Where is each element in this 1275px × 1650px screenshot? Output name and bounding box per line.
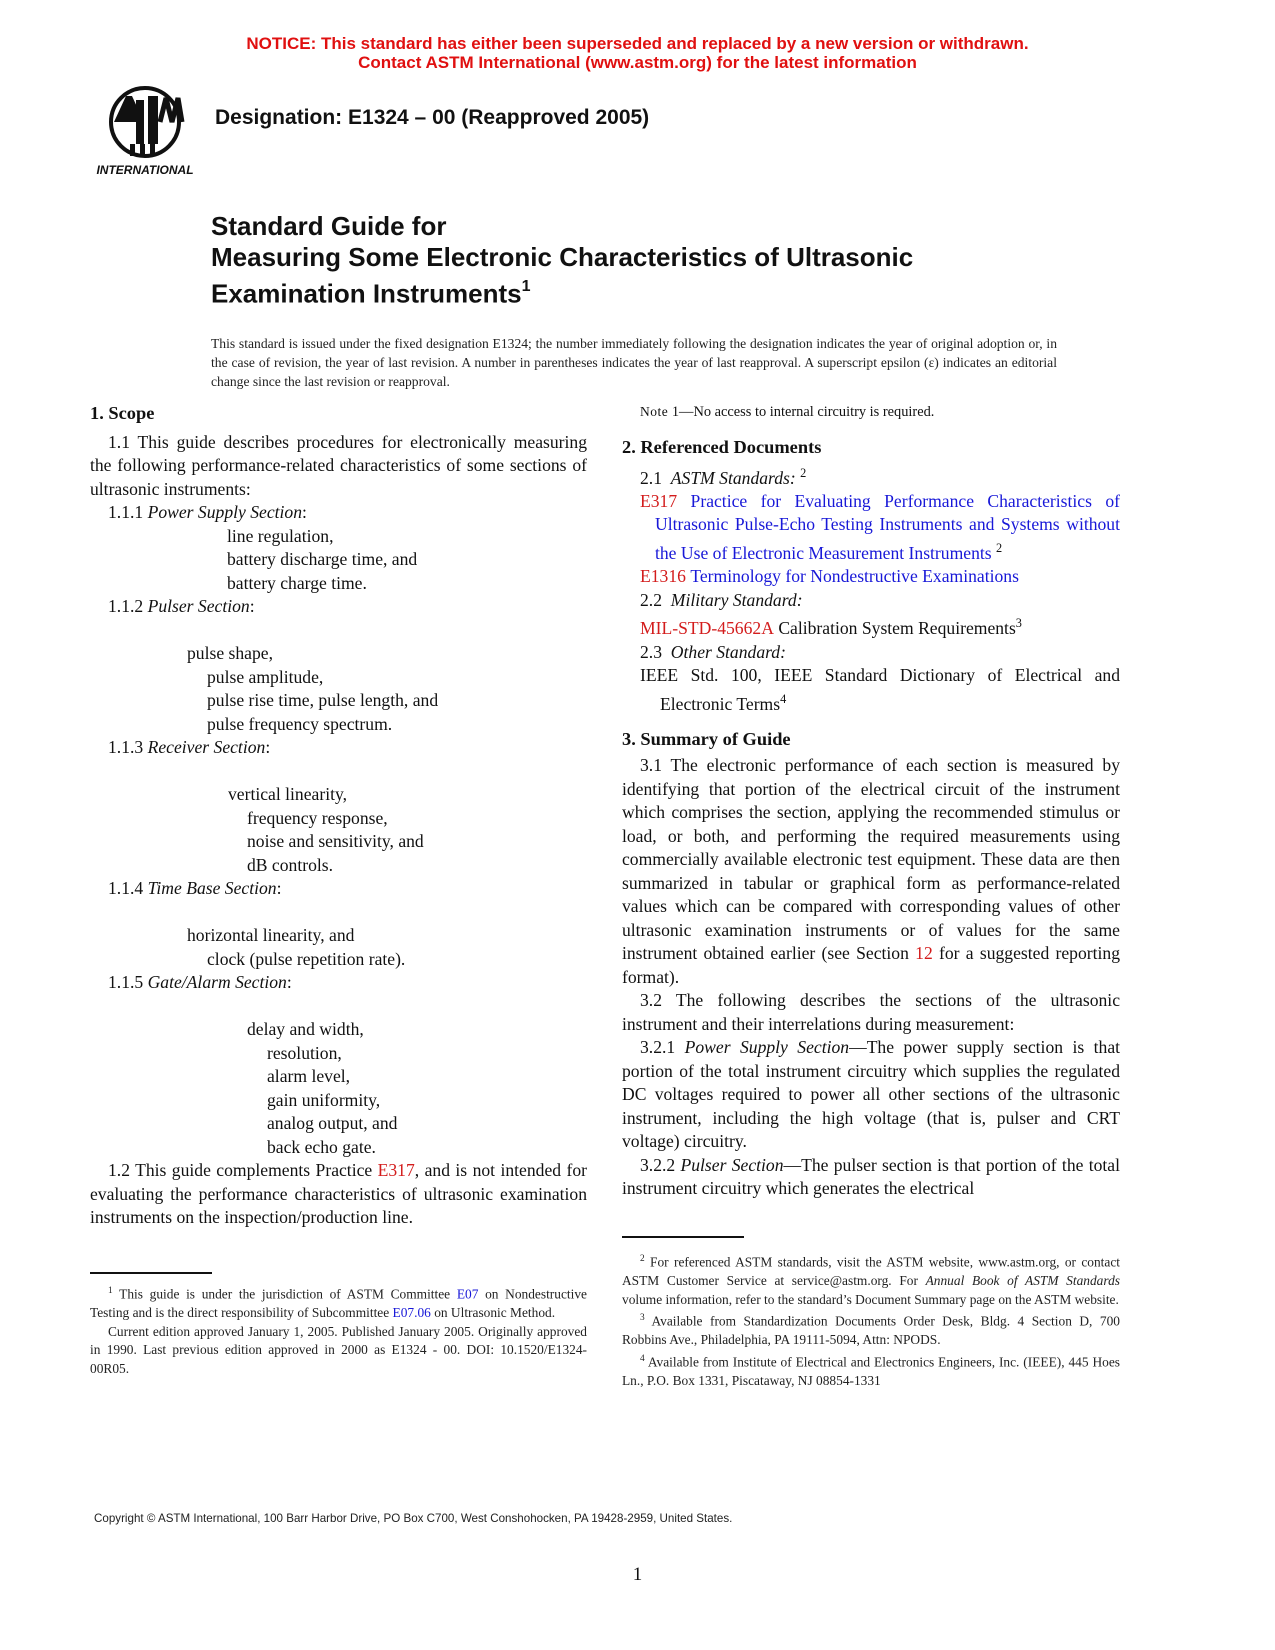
astm-logo-icon [92,86,198,180]
footnote-4 [622,1350,1120,1391]
left-column [90,402,587,1230]
s22-title: Military Standard: [670,589,803,610]
s111-item: line regulation, [227,525,334,546]
designation: Designation: E1324 – 00 (Reapproved 2005) [215,106,650,129]
note-1 [622,402,1120,422]
s113-title: Receiver Section [147,737,266,757]
mil-ref-link[interactable]: MIL-STD-45662A [640,618,774,639]
title-line-3-text: Examination Instruments [211,278,522,309]
s111-item: battery charge time. [227,572,367,593]
title-footnote-mark: 1 [521,278,531,295]
para-1-2 [90,1159,587,1230]
footnotes-left [90,1282,587,1378]
s114-colon: : [276,878,282,898]
section-1-1-3 [90,736,587,760]
s112-item: pulse amplitude, [207,666,324,687]
p322-text: —The pulser section is that portion of the total instrument circuitry which generates the electrical [622,1154,1120,1199]
fn1-text-b: on Nondestructive Testing and is the direct responsibility of Subcommittee [90,1286,587,1321]
footnotes-right [622,1250,1120,1391]
s115-item: analog output, and [267,1113,398,1133]
right-column [622,402,1120,1201]
fn1-text-c: on Ultrasonic Method. [430,1305,556,1321]
s112-item: pulse shape, [187,643,273,663]
scope-heading: 1. Scope [90,403,155,423]
title-line-3 [211,273,913,310]
spacer [90,619,587,643]
fn1-text-a: This guide is under the jurisdiction of ASTM Committee [112,1286,457,1302]
s113-colon: : [265,737,271,757]
para-1-1: 1.1 This guide describes procedures for electronically measuring the following performance-related characteristics of some sections of ultrasonic instruments: [90,431,587,499]
s21-title: ASTM Standards: [670,467,796,488]
astm-logo [92,86,198,180]
e317-link[interactable]: E317 [377,1160,415,1180]
note-label: Note [640,404,669,419]
refdocs-heading: 2. Referenced Documents [622,437,822,457]
section-1-1-4 [90,877,587,901]
s23-num: 2.3 [640,641,662,662]
s113-item: vertical linearity, [228,784,348,804]
section-12-link[interactable]: 12 [915,943,933,964]
p322-title: Pulser Section [680,1154,784,1175]
s114-num: 1.1.4 [108,878,144,898]
spacer [90,901,587,925]
document-title [211,211,913,310]
p31-text-b: for a suggested reporting format). [622,943,1120,987]
s21-num: 2.1 [640,467,662,488]
footnote-1-edition: Current edition approved January 1, 2005. Published January 2005. Originally approved in 1990. Last previous edition approved in 2000 as E1324 - 00. DOI: 10.1520/E1324-00R05. [90,1323,587,1376]
s112-item: pulse frequency spectrum. [207,713,393,734]
fn2-text-b: volume information, refer to the standard’s Document Summary page on the ASTM website. [622,1291,1119,1307]
e07-06-link[interactable]: E07.06 [392,1305,431,1321]
fn3-mark: 3 [640,1313,645,1324]
copyright: Copyright © ASTM International, 100 Barr Harbor Drive, PO Box C700, West Conshohocken, PA 19428-2959, United States. [94,1512,733,1525]
s115-title: Gate/Alarm Section [147,972,287,992]
s115-item: delay and width, [247,1019,364,1039]
p31-text-a: 3.1 The electronic performance of each section is measured by identifying that portion of the electrical circuit of the instrument which comprises the section, applying the recommended stimulus or load, or both, and performing the required measurements using commercially available electronic test equipment. These data are then summarized in tabular or graphical form as performance-related values which can be compared with corresponding values of other ultrasonic examination instruments or of values for the same instrument obtained earlier (see Section [622,755,1120,964]
s111-item: battery discharge time, and [227,549,418,569]
section-2-2 [622,589,1120,613]
fn2-mark: 2 [640,1254,645,1264]
para-3-2-2 [622,1154,1120,1201]
section-1-1-1 [90,501,587,525]
s115-item: alarm level, [267,1066,351,1086]
s112-item: pulse rise time, pulse length, and [207,690,439,710]
s115-colon: : [286,972,292,992]
s114-item: horizontal linearity, and [187,925,355,945]
para-3-2-1 [622,1036,1120,1154]
spacer [90,995,587,1019]
title-line-1: Standard Guide for [211,211,447,241]
fn4-mark: 4 [640,1353,645,1364]
ref-e1316 [622,565,1120,589]
e1316-ref-title[interactable]: Terminology for Nondestructive Examinations [690,566,1019,587]
issued-statement: This standard is issued under the fixed designation E1324; the number immediately following the designation indicates the year of original adoption or, in the case of revision, the year of last revision. A number in parentheses indicates the year of last reapproval. A superscript epsilon (ε) indicates an editorial change since the last revision or reapproval. [211,336,1057,389]
title-line-2: Measuring Some Electronic Characteristics of Ultrasonic [211,242,914,272]
s113-item: noise and sensitivity, and [247,831,424,851]
mil-sup: 3 [1015,616,1022,631]
page-number: 1 [632,1564,643,1585]
footnote-rule-left [90,1272,212,1274]
p321-num: 3.2.1 [640,1037,676,1058]
p321-title: Power Supply Section [684,1037,850,1058]
p321-text: —The power supply section is that portion of the total instrument circuitry which supplies the regulated DC voltages required to power all other sections of the ultrasonic instrument, including the high voltage (that is, pulser and CRT voltage) circuitry. [622,1037,1121,1152]
mil-ref-title: Calibration System Requirements [778,618,1016,639]
section-2-3 [622,641,1120,665]
spacer [90,760,587,784]
e1316-ref-link[interactable]: E1316 [640,566,686,587]
para-3-1 [622,754,1120,989]
s113-num: 1.1.3 [108,737,144,757]
s22-num: 2.2 [640,589,662,610]
e07-link[interactable]: E07 [456,1286,479,1302]
s111-colon: : [302,502,307,522]
notice-line-1: NOTICE: This standard has either been superseded and replaced by a new version or withdrawn. [246,34,1029,53]
fn1-mark: 1 [108,1286,113,1296]
s113-item: dB controls. [247,854,334,875]
fn2-italic: Annual Book of ASTM Standards [925,1273,1120,1289]
e317-sup: 2 [996,540,1003,555]
fn2-text-a: For referenced ASTM standards, visit the ASTM website, www.astm.org, or contact ASTM Customer Service at service@astm.org. For [622,1254,1120,1289]
footnote-3 [622,1309,1120,1350]
p12-text-b: , and is not intended for evaluating the performance characteristics of ultrasonic examination instruments on the inspection/production line. [90,1160,587,1227]
p12-text-a: 1.2 This guide complements Practice [108,1160,378,1180]
footnote-rule-right [622,1236,744,1238]
fn3-text: Available from Standardization Documents Order Desk, Bldg. 4 Section D, 700 Robbins Ave., Philadelphia, PA 19111-5094, Attn: NPODS. [622,1313,1120,1348]
e317-ref-title[interactable]: Practice for Evaluating Performance Characteristics of Ultrasonic Pulse-Echo Testing Instruments and Systems without the Use of Electronic Measurement Instruments [655,490,1120,563]
s112-title: Pulser Section [147,596,250,616]
s23-title: Other Standard: [670,641,786,662]
s114-title: Time Base Section [147,878,277,898]
s115-item: gain uniformity, [267,1089,381,1110]
para-3-2: 3.2 The following describes the sections of the ultrasonic instrument and their interrelations during measurement: [622,990,1120,1034]
ieee-ref: IEEE Std. 100, IEEE Standard Dictionary of Electrical and Electronic Terms [640,665,1120,714]
notice-line-2: Contact ASTM International (www.astm.org) for the latest information [358,53,917,72]
ref-ieee [622,664,1120,716]
s114-item: clock (pulse repetition rate). [207,948,406,969]
s115-item: resolution, [267,1042,342,1063]
p322-num: 3.2.2 [640,1154,676,1175]
s112-num: 1.1.2 [108,596,144,616]
s111-num: 1.1.1 [108,502,144,522]
s113-item: frequency response, [247,807,388,828]
s21-sup: 2 [800,465,807,480]
ref-e317 [622,490,1120,565]
logo-text: INTERNATIONAL [96,163,194,177]
section-1-1-5 [90,971,587,995]
footnote-1 [90,1282,587,1323]
fn4-text: Available from Institute of Electrical and Electronics Engineers, Inc. (IEEE), 445 Hoes Ln., P.O. Box 1331, Piscataway, NJ 08854-1331 [622,1354,1120,1388]
section-2-1 [622,462,1120,490]
e317-ref-link[interactable]: E317 [640,490,678,511]
s111-title: Power Supply Section [147,502,302,522]
s112-colon: : [249,596,255,616]
ref-mil [622,612,1120,640]
footnote-2 [622,1250,1120,1309]
s115-item: back echo gate. [267,1136,376,1157]
s115-num: 1.1.5 [108,972,144,992]
note-text: 1—No access to internal circuitry is required. [671,404,935,420]
summary-heading: 3. Summary of Guide [622,728,791,749]
ieee-sup: 4 [780,691,787,706]
section-1-1-2 [90,595,587,619]
